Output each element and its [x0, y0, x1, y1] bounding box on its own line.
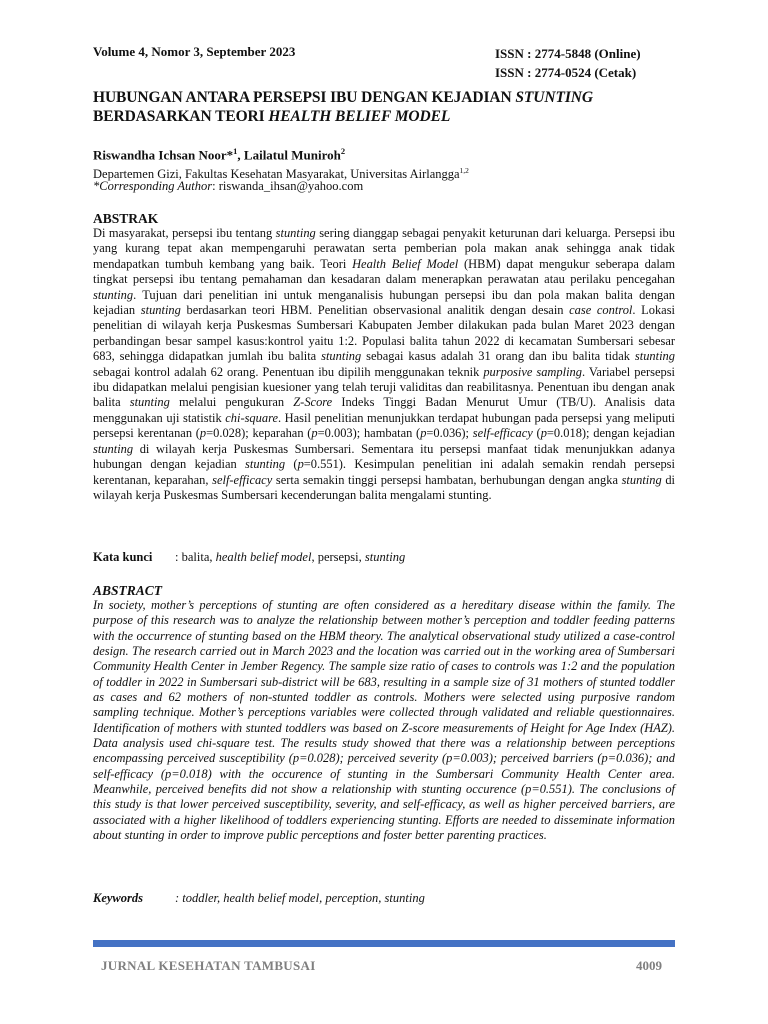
- author-2-sup: 2: [340, 146, 346, 156]
- corresponding-email: : riswanda_ihsan@yahoo.com: [212, 179, 364, 193]
- issn-block: [495, 44, 641, 82]
- author-2: Lailatul Muniroh: [243, 147, 341, 163]
- keywords-label: Keywords: [93, 891, 143, 905]
- title-line2: BERDASARKAN TEORI: [93, 108, 269, 125]
- affiliation-text: Departemen Gizi, Fakultas Kesehatan Masyarakat, Universitas Airlangga: [93, 167, 460, 182]
- kata-kunci: [93, 550, 405, 565]
- corresponding-author: [93, 179, 363, 194]
- abstrak-heading: ABSTRAK: [93, 211, 159, 226]
- abstract-body: In society, mother’s perceptions of stunting are often considered as a hereditary disease within the family. The purpose of this research was to analyze the relationship between mother’s perception and toddler feeding patterns with the occurrence of stunting based on the HBM theory. The analytical observational study utilized a case-control design. The research carried out in March 2023 and the location was carried out in the working area of Sumbersari Community Health Center in Jember Regency. The sample size ratio of cases to controls was 1:2 and the population of toddler in 2022 in Sumbersari sub-district will be 683, resulting in a sample size of 31 mothers of stunted toddler as cases and 62 mothers of non-stunted toddler as controls. Mothers were selected using purposive random sampling technique. Mother’s perceptions variables were collected through validated and reliable questionnaires. Identification of mothers with stunted toddlers was based on Z-score measurements of Height for Age Index (HAZ). Data analysis used chi-square test. The results study showed that there was a relationship between perceptions encompassing perceived susceptibility (p=0.028); perceived severity (p=0.003); perceived barriers (p=0.036); and self-efficacy (p=0.018) with the occurence of stunting in the Sumbersari Community Health Center area. Meanwhile, perceived benefits did not show a relationship with stunting occurence (p=0.551). The conclusions of this study is that lower perceived susceptibility, severity, and self-efficacy, as well as higher perceived barriers, are associated with a higher likelihood of toddlers experiencing stunting. Efforts are needed to disseminate information about stunting in order to improve public perceptions and foster better parenting practices.: [93, 598, 675, 843]
- issn-print: ISSN : 2774-0524 (Cetak): [495, 65, 637, 80]
- title-line1-italic: STUNTING: [515, 89, 593, 106]
- title-line1: HUBUNGAN ANTARA PERSEPSI IBU DENGAN KEJADIAN: [93, 89, 516, 106]
- kata-kunci-mid: , persepsi,: [311, 550, 365, 564]
- kata-kunci-label: Kata kunci: [93, 550, 153, 564]
- issn-online: ISSN : 2774-5848 (Online): [495, 46, 641, 61]
- keywords-text: : toddler, health belief model, perception, stunting: [175, 891, 425, 905]
- kata-kunci-sep: : balita,: [175, 550, 216, 564]
- volume-info: Volume 4, Nomor 3, September 2023: [93, 44, 296, 59]
- authors: [93, 146, 345, 163]
- author-1-sup: 1: [233, 146, 238, 156]
- author-separator: ,: [237, 147, 244, 163]
- abstrak-body: Di masyarakat, persepsi ibu tentang stunting sering dianggap sebagai penyakit keturunan dari keluarga. Persepsi ibu yang kurang tepat akan mempengaruhi perawatan serta pemberian pola makan anak sehingga anak tidak mendapatkan tumbuh kembang yang baik. Teori Health Belief Model (HBM) dapat mengukur seberapa dalam tingkat persepsi ibu tentang pemahaman dan kesadaran dalam menerapkan perawatan atau perilaku pencegahan stunting. Tujuan dari penelitian ini untuk menganalisis hubungan persepsi ibu dan pola makan balita dengan kejadian stunting berdasarkan teori HBM. Penelitian observasional analitik dengan desain case control. Lokasi penelitian di wilayah kerja Puskesmas Sumbersari Kabupaten Jember dilakukan pada bulan Maret 2023 dengan perbandingan besar sampel kasus:kontrol yaitu 1:2. Populasi balita tahun 2022 di kecamatan Sumbersari sebesar 683, sehingga didapatkan jumlah ibu balita stunting sebagai kasus adalah 31 orang dan ibu balita tidak stunting sebagai kontrol adalah 62 orang. Penentuan ibu dipilih menggunakan teknik purposive sampling. Variabel persepsi ibu didapatkan melalui pengisian kuesioner yang telah teruji validitas dan reabilitasnya. Penentuan ibu dengan anak balita stunting melalui pengukuran Z-Score Indeks Tinggi Badan Menurut Umur (TB/U). Analisis data menggunakan uji statistik chi-square. Hasil penelitian menunjukkan terdapat hubungan pada persepsi yang meliputi persepsi kerentanan (p=0.028); keparahan (p=0.003); hambatan (p=0.036); self-efficacy (p=0.018); dengan kejadian stunting di wilayah kerja Puskesmas Sumbersari. Sementara itu persepsi manfaat tidak menunjukkan adanya hubungan dengan kejadian stunting (p=0.551). Kesimpulan penelitian ini adalah semakin rendah persepsi kerentanan, keparahan, self-efficacy serta semakin tinggi persepsi hambatan, berhubungan dengan angka stunting di wilayah kerja Puskesmas Sumbersari kecenderungan balita mengalami stunting.: [93, 226, 676, 502]
- kata-kunci-italic-2: stunting: [364, 550, 406, 564]
- kata-kunci-italic-1: health belief model: [215, 550, 312, 564]
- paper-title: [93, 88, 683, 126]
- page-number: 4009: [636, 958, 662, 973]
- footer-bar: [93, 940, 675, 947]
- title-line2-italic: HEALTH BELIEF MODEL: [268, 108, 451, 125]
- corresponding-label: *Corresponding Author: [93, 179, 213, 193]
- abstract-heading: ABSTRACT: [93, 583, 163, 598]
- keywords: [93, 891, 425, 906]
- author-1: Riswandha Ichsan Noor*: [93, 147, 234, 163]
- affiliation-sup: 1,2: [459, 166, 469, 175]
- journal-name: JURNAL KESEHATAN TAMBUSAI: [101, 958, 316, 973]
